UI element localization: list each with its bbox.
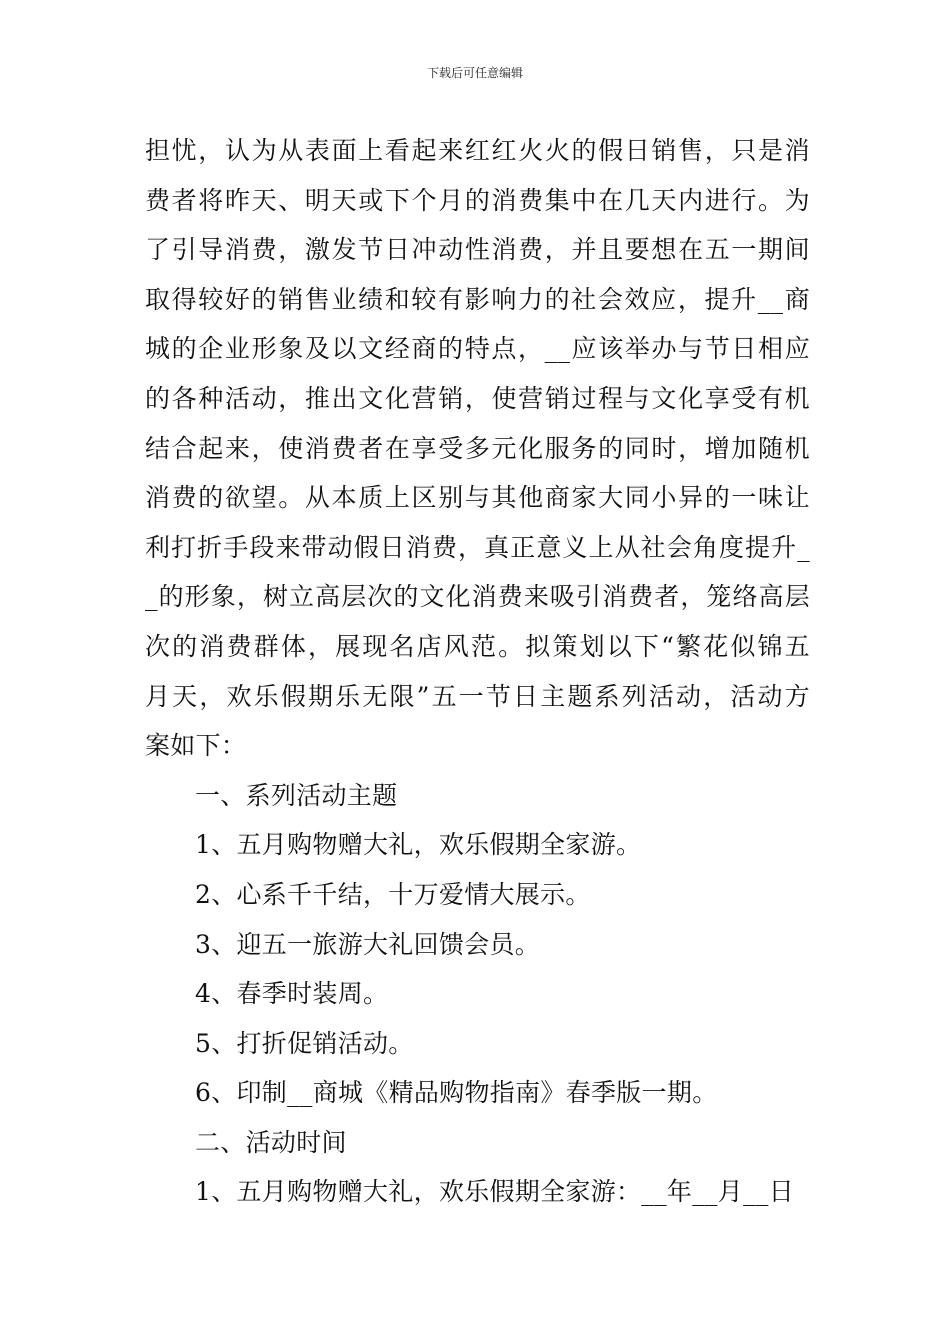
list-item: 1、五月购物赠大礼，欢乐假期全家游。 bbox=[195, 830, 642, 860]
paragraph-line: _的形象，树立高层次的文化消费来吸引消费者，笼络高层 bbox=[145, 582, 810, 612]
paragraph-line: 案如下： bbox=[145, 731, 247, 761]
paragraph-line: 利打折手段来带动假日消费，真正意义上从社会角度提升_ bbox=[145, 532, 810, 562]
section-heading-themes: 一、系列活动主题 bbox=[195, 780, 398, 810]
paragraph-line: 城的企业形象及以文经商的特点，__应该举办与节日相应 bbox=[145, 334, 810, 364]
paragraph-line: 消费的欲望。从本质上区别与其他商家大同小异的一味让 bbox=[145, 483, 810, 513]
list-item: 6、印制__商城《精品购物指南》春季版一期。 bbox=[195, 1078, 718, 1108]
list-item: 5、打折促销活动。 bbox=[195, 1028, 414, 1058]
paragraph-line: 月天，欢乐假期乐无限”五一节日主题系列活动，活动方 bbox=[145, 681, 810, 711]
paragraph-line: 的各种活动，推出文化营销，使营销过程与文化享受有机 bbox=[145, 383, 810, 413]
paragraph-line: 取得较好的销售业绩和较有影响力的社会效应，提升__商 bbox=[145, 284, 810, 314]
paragraph-line: 了引导消费，激发节日冲动性消费，并且要想在五一期间 bbox=[145, 235, 810, 265]
paragraph-line: 费者将昨天、明天或下个月的消费集中在几天内进行。为 bbox=[145, 185, 810, 215]
section-heading-time: 二、活动时间 bbox=[195, 1127, 347, 1157]
paragraph-line: 次的消费群体，展现名店风范。拟策划以下“繁花似锦五 bbox=[145, 631, 810, 661]
paragraph-line: 担忧，认为从表面上看起来红红火火的假日销售，只是消 bbox=[145, 136, 810, 165]
paragraph-line: 结合起来，使消费者在享受多元化服务的同时，增加随机 bbox=[145, 433, 810, 463]
document-body bbox=[145, 126, 810, 1217]
list-item: 3、迎五一旅游大礼回馈会员。 bbox=[195, 929, 541, 959]
list-item: 1、五月购物赠大礼，欢乐假期全家游：__年__月__日 bbox=[195, 1177, 795, 1207]
page-header: 下载后可任意编辑 bbox=[426, 66, 523, 80]
list-item: 4、春季时装周。 bbox=[195, 979, 389, 1009]
list-item: 2、心系千千结，十万爱情大展示。 bbox=[195, 879, 591, 909]
